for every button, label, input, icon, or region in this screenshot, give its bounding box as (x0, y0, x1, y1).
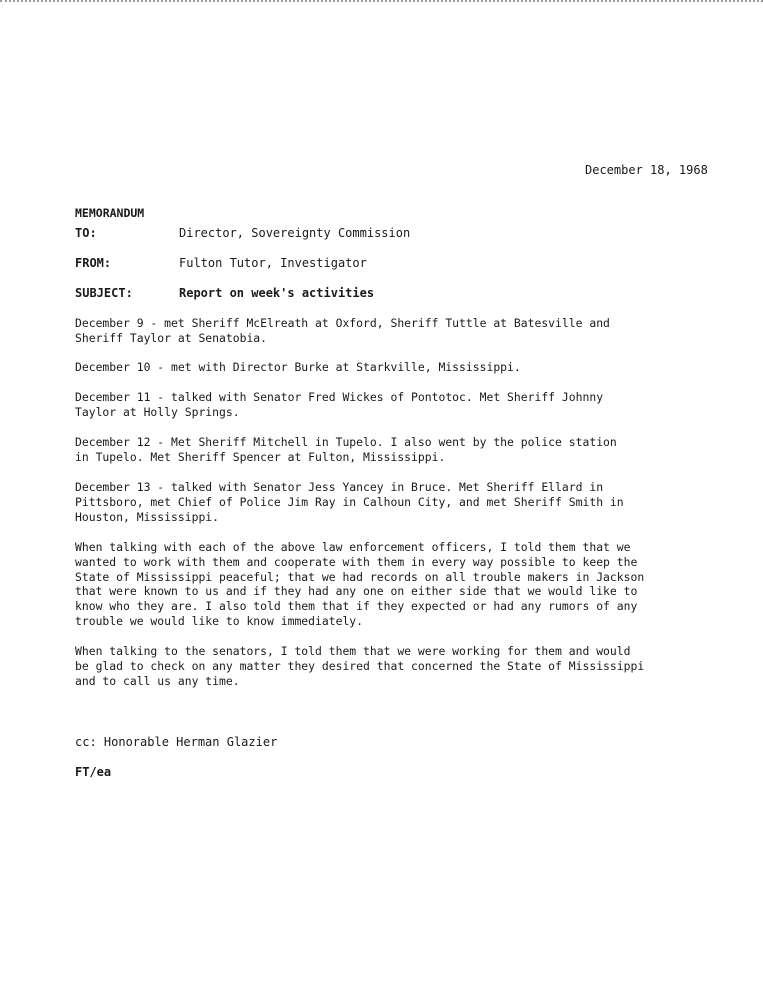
paragraph-line: be glad to check on any matter they desired that concerned the State of Mississippi (75, 658, 645, 673)
paragraph-line: Taylor at Holly Springs. (75, 404, 240, 419)
paragraph-line: wanted to work with them and cooperate with them in every way possible to keep the (75, 554, 638, 569)
paragraph-dec-13 (75, 480, 705, 524)
paragraph-law-enforcement (75, 540, 705, 629)
carbon-copy-line: cc: Honorable Herman Glazier (75, 735, 278, 749)
paragraph-line: When talking to the senators, I told them that we were working for them and would (75, 644, 631, 658)
paragraph-dec-12 (75, 435, 705, 465)
paragraph-line: and to call us any time. (75, 673, 240, 688)
paragraph-dec-10 (75, 360, 705, 375)
paragraph-line: December 12 - Met Sheriff Mitchell in Tupelo. I also went by the police station (75, 435, 617, 449)
subject-value: Report on week's activities (179, 286, 375, 300)
from-value: Fulton Tutor, Investigator (179, 256, 367, 270)
paragraph-line: that were known to us and if they had any one on either side that we would like to (75, 584, 638, 599)
to-value: Director, Sovereignty Commission (179, 226, 411, 240)
to-label: TO: (75, 226, 97, 240)
paragraph-line: Sheriff Taylor at Senatobia. (75, 330, 268, 345)
paragraph-line: December 10 - met with Director Burke at Starkville, Mississippi. (75, 360, 521, 374)
paragraph-dec-9 (75, 316, 705, 346)
from-label: FROM: (75, 256, 112, 270)
memo-date: December 18, 1968 (585, 163, 708, 177)
paragraph-line: trouble we would like to know immediately. (75, 613, 364, 628)
paragraph-senators (75, 644, 705, 688)
typist-initials: FT/ea (75, 765, 112, 779)
memo-heading: MEMORANDUM (75, 206, 145, 220)
paragraph-line: know who they are. I also told them that if they expected or had any rumors of any (75, 599, 638, 614)
paragraph-line: December 9 - met Sheriff McElreath at Oxford, Sheriff Tuttle at Batesville and (75, 316, 610, 330)
paragraph-line: Pittsboro, met Chief of Police Jim Ray in Calhoun City, and met Sheriff Smith in (75, 494, 624, 509)
paragraph-line: December 11 - talked with Senator Fred Wickes of Pontotoc. Met Sheriff Johnny (75, 390, 604, 404)
page-top-edge (0, 0, 763, 4)
paragraph-line: State of Mississippi peaceful; that we had records on all trouble makers in Jackson (75, 569, 645, 584)
paragraph-line: When talking with each of the above law enforcement officers, I told them that we (75, 540, 631, 554)
paragraph-line: Houston, Mississippi. (75, 509, 220, 524)
paragraph-dec-11 (75, 390, 705, 420)
paragraph-line: December 13 - talked with Senator Jess Yancey in Bruce. Met Sheriff Ellard in (75, 480, 604, 494)
subject-label: SUBJECT: (75, 286, 133, 300)
paragraph-line: in Tupelo. Met Sheriff Spencer at Fulton, Mississippi. (75, 449, 446, 464)
